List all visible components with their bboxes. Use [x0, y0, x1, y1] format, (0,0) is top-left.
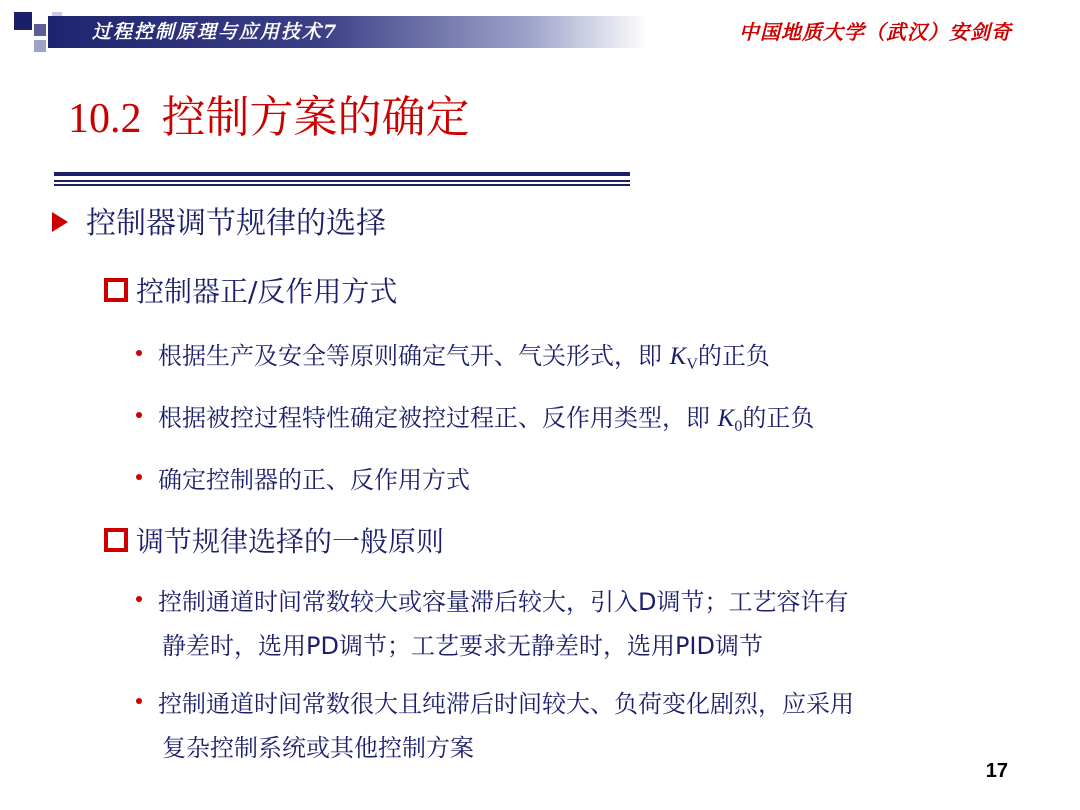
variable-k: K	[669, 343, 687, 370]
header-square-decoration	[14, 12, 32, 30]
subsection-heading-text: 调节规律选择的一般原则	[136, 525, 445, 558]
section-heading	[52, 200, 386, 248]
list-item	[136, 580, 1056, 668]
author-affiliation: 中国地质大学（武汉）安剑奇	[739, 20, 1012, 44]
square-bullet-icon	[104, 278, 128, 302]
item-text: 控制通道时间常数很大且纯滞后时间较大、负荷变化剧烈，应采用	[158, 690, 854, 718]
item-text: 复杂控制系统或其他控制方案	[162, 734, 474, 762]
subsection-heading-2	[104, 520, 444, 564]
dot-bullet-icon	[136, 698, 142, 704]
item-text: 根据被控过程特性确定被控过程正、反作用类型，即	[158, 404, 718, 432]
variable-k: K	[717, 405, 735, 432]
variable-subscript: V	[686, 356, 698, 373]
list-item	[136, 458, 1056, 502]
subsection-heading-text: 控制器正/反作用方式	[136, 275, 398, 308]
title-rule	[54, 184, 630, 186]
list-item	[136, 396, 1056, 449]
title-rule	[54, 172, 630, 176]
item-text: 的正负	[742, 404, 815, 432]
item-text: 的正负	[697, 342, 770, 370]
item-text: 根据生产及安全等原则确定气开、气关形式，即	[158, 342, 670, 370]
title-rule	[54, 180, 630, 182]
arrow-bullet-icon	[52, 212, 68, 232]
dot-bullet-icon	[136, 350, 142, 356]
section-heading-text: 控制器调节规律的选择	[86, 206, 386, 241]
title-text: 控制方案的确定	[161, 92, 470, 143]
section-number: 10.2	[68, 96, 142, 142]
list-item	[136, 682, 1056, 770]
page-number: 17	[985, 760, 1008, 782]
dot-bullet-icon	[136, 474, 142, 480]
course-title: 过程控制原理与应用技术7	[92, 21, 339, 43]
item-text: 确定控制器的正、反作用方式	[158, 466, 470, 494]
subsection-heading-1	[104, 270, 397, 314]
item-text: 静差时，选用PD调节；工艺要求无静差时，选用PID调节	[162, 632, 763, 660]
list-item	[136, 334, 1056, 387]
item-text: 控制通道时间常数较大或容量滞后较大，引入D调节；工艺容许有	[158, 588, 849, 616]
dot-bullet-icon	[136, 412, 142, 418]
dot-bullet-icon	[136, 596, 142, 602]
slide-title	[68, 86, 470, 150]
header-square-decoration	[34, 24, 46, 36]
header-square-decoration	[34, 40, 46, 52]
square-bullet-icon	[104, 528, 128, 552]
variable-subscript: 0	[734, 418, 743, 435]
